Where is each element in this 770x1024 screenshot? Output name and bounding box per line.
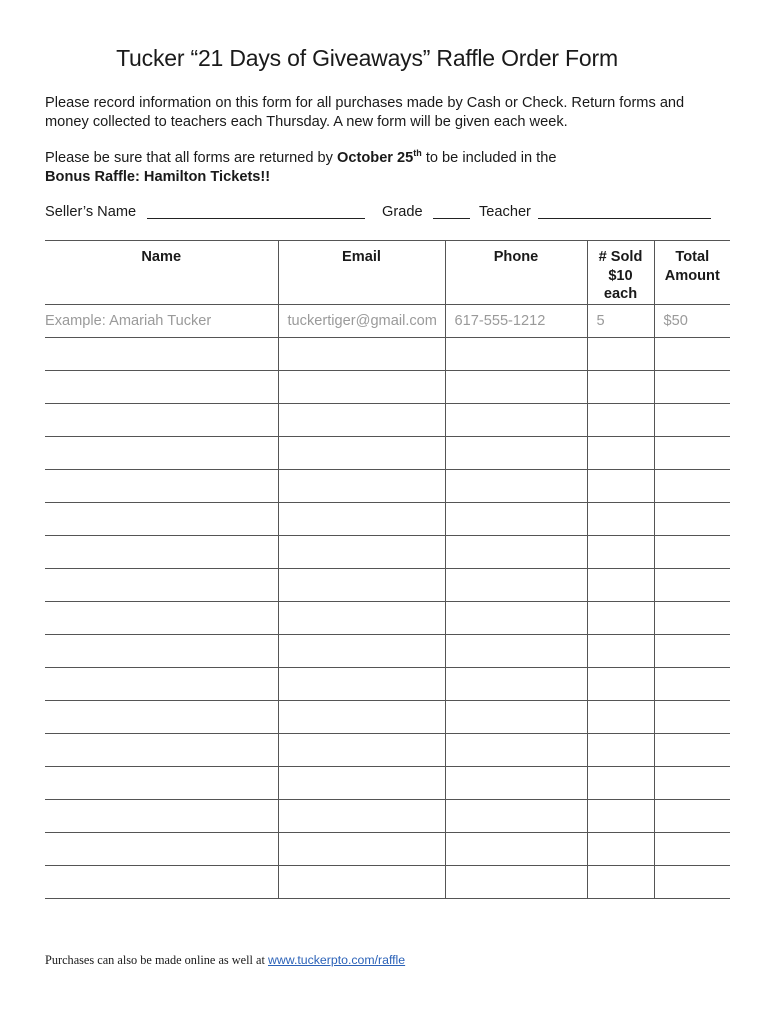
entry-cell-total[interactable] (654, 337, 730, 370)
entry-cell-sold[interactable] (587, 535, 654, 568)
table-row (45, 667, 730, 700)
entry-cell-email[interactable] (278, 766, 445, 799)
entry-cell-name[interactable] (45, 436, 278, 469)
teacher-label: Teacher (479, 204, 531, 220)
entry-cell-total[interactable] (654, 865, 730, 898)
entry-cell-email[interactable] (278, 865, 445, 898)
entry-cell-name[interactable] (45, 469, 278, 502)
entry-cell-sold[interactable] (587, 733, 654, 766)
column-header-phone: Phone (445, 241, 587, 305)
table-row (45, 766, 730, 799)
seller-name-label: Seller’s Name (45, 204, 137, 220)
entry-cell-sold[interactable] (587, 799, 654, 832)
table-row (45, 634, 730, 667)
entry-cell-phone[interactable] (445, 502, 587, 535)
example-email: tuckertiger@gmail.com (278, 304, 445, 337)
entry-cell-phone[interactable] (445, 337, 587, 370)
column-header-sold: # Sold $10 each (587, 241, 654, 305)
entry-cell-total[interactable] (654, 766, 730, 799)
entry-cell-phone[interactable] (445, 667, 587, 700)
entry-cell-total[interactable] (654, 799, 730, 832)
entry-cell-phone[interactable] (445, 601, 587, 634)
entry-cell-sold[interactable] (587, 370, 654, 403)
entry-cell-sold[interactable] (587, 766, 654, 799)
deadline-line (45, 149, 735, 168)
entry-cell-sold[interactable] (587, 436, 654, 469)
table-row (45, 502, 730, 535)
entry-cell-name[interactable] (45, 568, 278, 601)
entry-cell-email[interactable] (278, 832, 445, 865)
bonus-raffle-line: Bonus Raffle: Hamilton Tickets!! (45, 169, 271, 185)
table-row (45, 535, 730, 568)
table-row (45, 337, 730, 370)
footer-note (45, 953, 405, 968)
entry-cell-name[interactable] (45, 766, 278, 799)
entry-cell-sold[interactable] (587, 403, 654, 436)
table-header-row (45, 241, 730, 305)
table-row (45, 568, 730, 601)
entry-cell-email[interactable] (278, 667, 445, 700)
seller-name-field[interactable] (147, 218, 365, 219)
raffle-link[interactable]: www.tuckerpto.com/raffle (267, 953, 406, 967)
table-row (45, 370, 730, 403)
table-row (45, 799, 730, 832)
table-row (45, 865, 730, 898)
order-table (45, 240, 730, 899)
entry-cell-phone[interactable] (445, 370, 587, 403)
table-row (45, 403, 730, 436)
entry-cell-email[interactable] (278, 370, 445, 403)
deadline-paragraph (45, 149, 735, 187)
entry-cell-name[interactable] (45, 370, 278, 403)
teacher-field[interactable] (538, 218, 711, 219)
footer-text: Purchases can also be made online as well at (45, 953, 268, 967)
entry-cell-sold[interactable] (587, 634, 654, 667)
entry-cell-name[interactable] (45, 634, 278, 667)
deadline-date: October 25th (337, 148, 422, 166)
table-row (45, 436, 730, 469)
entry-cell-sold[interactable] (587, 865, 654, 898)
entry-cell-email[interactable] (278, 700, 445, 733)
column-header-email: Email (278, 241, 445, 305)
entry-cell-email[interactable] (278, 403, 445, 436)
entry-cell-name[interactable] (45, 700, 278, 733)
grade-field[interactable] (433, 218, 470, 219)
entry-cell-sold[interactable] (587, 832, 654, 865)
entry-cell-sold[interactable] (587, 502, 654, 535)
entry-cell-name[interactable] (45, 535, 278, 568)
entry-cell-email[interactable] (278, 601, 445, 634)
entry-cell-phone[interactable] (445, 832, 587, 865)
entry-cell-total[interactable] (654, 832, 730, 865)
entry-cell-total[interactable] (654, 568, 730, 601)
entry-cell-total[interactable] (654, 535, 730, 568)
entry-cell-phone[interactable] (445, 403, 587, 436)
entry-cell-total[interactable] (654, 469, 730, 502)
grade-label: Grade (382, 204, 423, 220)
table-row (45, 733, 730, 766)
entry-cell-email[interactable] (278, 502, 445, 535)
table-row (45, 700, 730, 733)
entry-cell-email[interactable] (278, 337, 445, 370)
entry-cell-phone[interactable] (445, 568, 587, 601)
entry-cell-sold[interactable] (587, 568, 654, 601)
table-row (45, 469, 730, 502)
entry-cell-email[interactable] (278, 469, 445, 502)
entry-cell-sold[interactable] (587, 337, 654, 370)
entry-cell-total[interactable] (654, 601, 730, 634)
example-phone: 617-555-1212 (445, 304, 587, 337)
example-row (45, 304, 730, 337)
entry-cell-total[interactable] (654, 700, 730, 733)
deadline-prefix: Please be sure that all forms are returned by (45, 150, 338, 166)
entry-cell-sold[interactable] (587, 700, 654, 733)
intro-line-2: money collected to teachers each Thursday. A new form will be given each week. (45, 114, 568, 130)
entry-cell-phone[interactable] (445, 865, 587, 898)
example-total: $50 (654, 304, 730, 337)
entry-cell-name[interactable] (45, 667, 278, 700)
entry-cell-total[interactable] (654, 733, 730, 766)
entry-cell-email[interactable] (278, 436, 445, 469)
entry-cell-phone[interactable] (445, 436, 587, 469)
entry-cell-phone[interactable] (445, 766, 587, 799)
entry-cell-name[interactable] (45, 403, 278, 436)
entry-cell-name[interactable] (45, 865, 278, 898)
column-header-name: Name (141, 249, 182, 265)
intro-line-1: Please record information on this form for all purchases made by Cash or Check. Return forms and (45, 95, 685, 111)
entry-cell-name[interactable] (45, 832, 278, 865)
entry-cell-total[interactable] (654, 667, 730, 700)
table-row (45, 601, 730, 634)
entry-cell-total[interactable] (654, 436, 730, 469)
example-name: Example: Amariah Tucker (45, 312, 212, 329)
entry-cell-name[interactable] (45, 799, 278, 832)
entry-cell-phone[interactable] (445, 634, 587, 667)
intro-paragraph (45, 94, 735, 132)
entry-cell-phone[interactable] (445, 469, 587, 502)
entry-cell-name[interactable] (45, 502, 278, 535)
entry-cell-email[interactable] (278, 733, 445, 766)
entry-cell-name[interactable] (45, 601, 278, 634)
entry-cell-phone[interactable] (445, 700, 587, 733)
deadline-suffix: to be included in the (421, 150, 557, 166)
entry-cell-total[interactable] (654, 403, 730, 436)
entry-cell-sold[interactable] (587, 469, 654, 502)
entry-cell-email[interactable] (278, 535, 445, 568)
table-row (45, 832, 730, 865)
entry-cell-email[interactable] (278, 634, 445, 667)
form-title: Tucker “21 Days of Giveaways” Raffle Order Form (116, 45, 618, 71)
entry-cell-phone[interactable] (445, 535, 587, 568)
column-header-total: Total Amount (654, 241, 730, 305)
entry-cell-total[interactable] (654, 502, 730, 535)
entry-cell-total[interactable] (654, 634, 730, 667)
example-sold: 5 (587, 304, 654, 337)
entry-cell-email[interactable] (278, 568, 445, 601)
entry-cell-sold[interactable] (587, 667, 654, 700)
entry-cell-phone[interactable] (445, 799, 587, 832)
entry-cell-phone[interactable] (445, 733, 587, 766)
entry-cell-email[interactable] (278, 799, 445, 832)
entry-cell-sold[interactable] (587, 601, 654, 634)
entry-cell-name[interactable] (45, 733, 278, 766)
entry-cell-total[interactable] (654, 370, 730, 403)
entry-cell-name[interactable] (45, 337, 278, 370)
